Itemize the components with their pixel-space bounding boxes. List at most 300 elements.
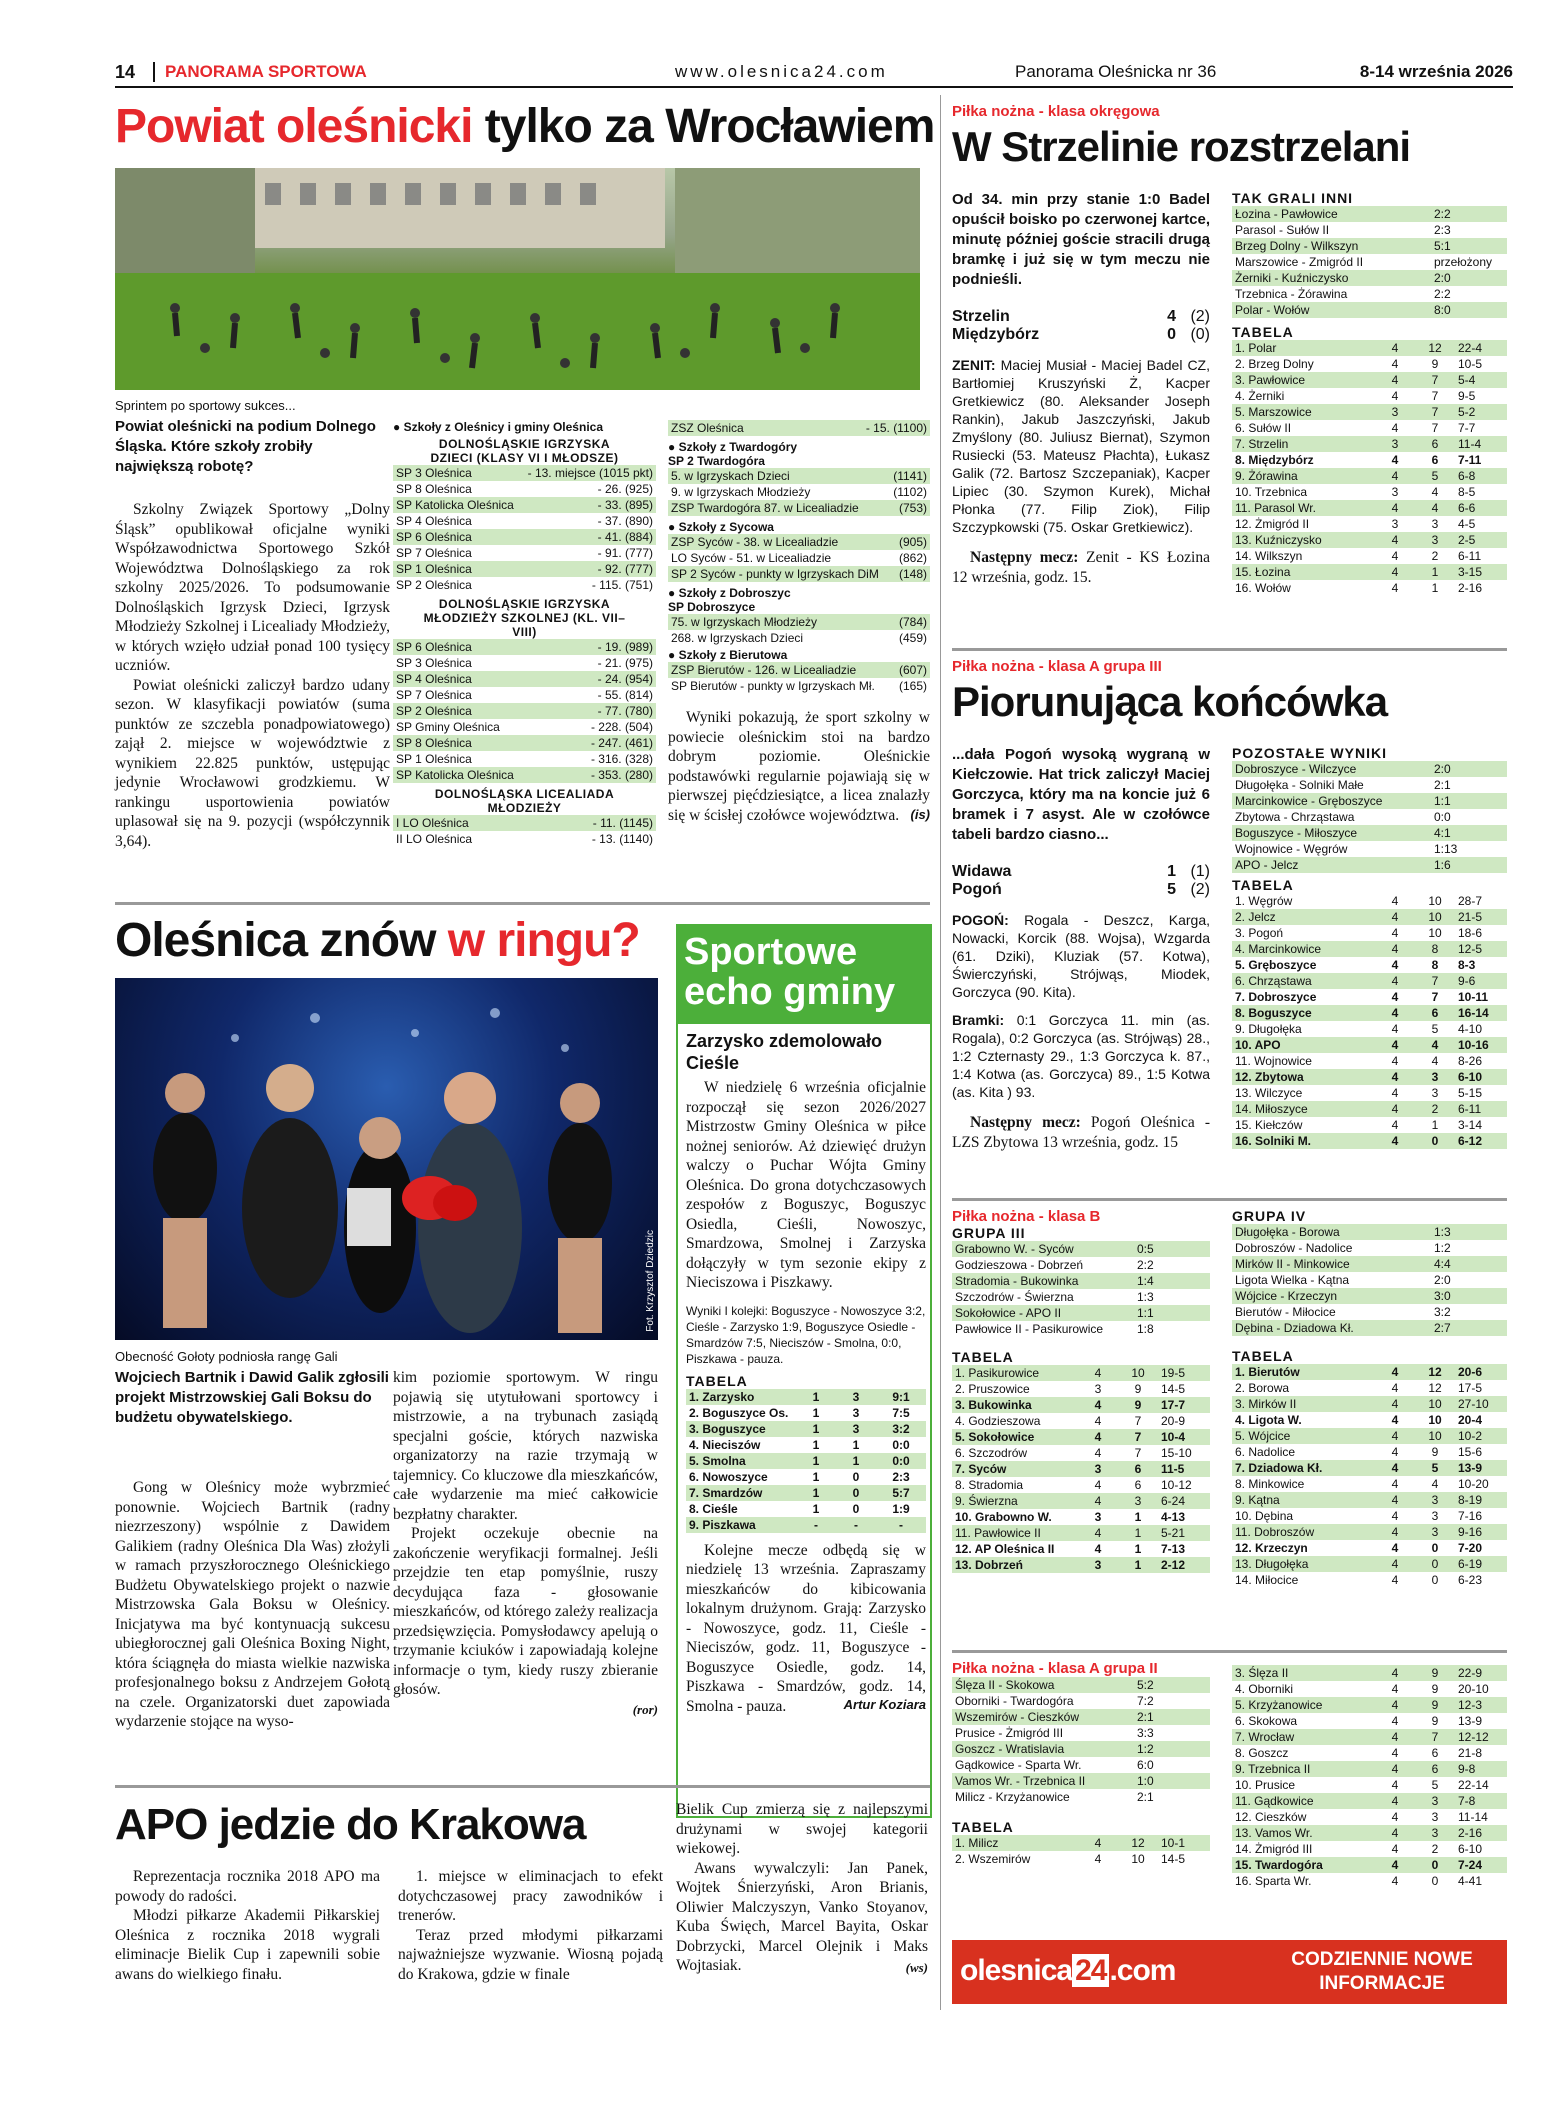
- table-row: [1232, 1460, 1507, 1476]
- table-cell: 19-5: [1161, 1366, 1186, 1380]
- table-row: [1232, 1476, 1507, 1492]
- table-cell: 2:1: [1137, 1790, 1154, 1804]
- table-cell: 10: [1428, 926, 1442, 940]
- table-row: [393, 513, 656, 529]
- table-row: [393, 545, 656, 561]
- table-cell: 7: [1134, 1446, 1142, 1460]
- article4-signature: (ws): [905, 1959, 928, 1975]
- table-cell: APO - Jelcz: [1235, 858, 1299, 872]
- table-row: [668, 630, 930, 646]
- table-cell: 3: [1094, 1382, 1102, 1396]
- table-cell: ZSP Bierutów - 126. w Licealiadzie: [671, 663, 857, 677]
- table-cell: 7: [1431, 1730, 1439, 1744]
- table-cell: 4: [1391, 1666, 1399, 1680]
- table-cell: 13. Vamos Wr.: [1235, 1826, 1313, 1840]
- echo-table: [686, 1389, 926, 1533]
- article4-col2: [398, 1867, 663, 1984]
- table-cell: 7. Syców: [955, 1462, 1007, 1476]
- group2-table: [393, 639, 656, 783]
- report2-score: Widawa 1 (1) Pogoń 5 (2): [952, 863, 1210, 898]
- table-cell: 7. Dziadowa Kł.: [1235, 1461, 1323, 1475]
- echo-tabela-label: TABELA: [686, 1372, 748, 1389]
- table-cell: 20-6: [1458, 1365, 1483, 1379]
- table-cell: 3: [1431, 1810, 1439, 1824]
- table-cell: 1:13: [1434, 842, 1458, 856]
- table-row: [686, 1469, 926, 1485]
- table-row: [952, 1257, 1210, 1273]
- table-row: [1232, 516, 1507, 532]
- table-row: [1232, 825, 1507, 841]
- table-row: [952, 1851, 1210, 1867]
- table-cell: 18-6: [1458, 926, 1483, 940]
- table-row: [1232, 1256, 1507, 1272]
- bierutow-table: [668, 662, 930, 694]
- table-row: [393, 687, 656, 703]
- table-cell: 5: [1431, 1022, 1439, 1036]
- table-cell: 6-11: [1458, 549, 1482, 563]
- table-cell: 1:1: [1434, 794, 1451, 808]
- table-cell: 15. Kiełczów: [1235, 1118, 1303, 1132]
- table-row: [1232, 893, 1507, 909]
- table-cell: 4: [1094, 1836, 1102, 1850]
- table-row: [1232, 356, 1507, 372]
- table-cell: 4: [1391, 1493, 1399, 1507]
- table-cell: 4: [1391, 1022, 1399, 1036]
- table-cell: 5. w Igrzyskach Dzieci: [671, 469, 790, 483]
- report1-next: Następny mecz: Zenit - KS Łozina 12 września, godz. 15.: [952, 549, 1210, 586]
- table-cell: 11-5: [1161, 1462, 1185, 1476]
- article1-caption: Sprintem po sportowy sukces...: [115, 398, 296, 413]
- table-row: [1232, 420, 1507, 436]
- table-row: [668, 550, 930, 566]
- table-row: [1232, 1272, 1507, 1288]
- table-row: [1232, 1809, 1507, 1825]
- table-cell: Dobroszów - Nadolice: [1235, 1241, 1353, 1255]
- table-cell: 8. Cieśle: [689, 1501, 738, 1516]
- table-cell: Ślęza II - Skokowa: [955, 1678, 1055, 1692]
- table-row: [952, 1725, 1210, 1741]
- table-row: [668, 500, 930, 516]
- article1-photo: [115, 168, 920, 390]
- table-cell: Vamos Wr. - Trzebnica II: [955, 1774, 1086, 1788]
- klasa-b-group3: [952, 1208, 1210, 1573]
- table-cell: 4: [1391, 1006, 1399, 1020]
- table-cell: 3. Bukowinka: [955, 1398, 1032, 1412]
- table-cell: 3: [1431, 1509, 1439, 1523]
- table-cell: 4. Marcinkowice: [1235, 942, 1322, 956]
- table-cell: - 92. (777): [597, 562, 653, 576]
- report1-label: Piłka nożna - klasa okręgowa: [952, 103, 1160, 120]
- table-cell: 9: [1431, 357, 1439, 371]
- table-row: [1232, 452, 1507, 468]
- table-cell: 6:0: [1137, 1758, 1154, 1772]
- twardogora-table: [668, 468, 930, 516]
- klasa-b-group4: [1232, 1208, 1507, 1588]
- table-cell: 5: [1431, 1778, 1439, 1792]
- table-cell: 6-23: [1458, 1573, 1483, 1587]
- group1-table: [393, 465, 656, 593]
- table-cell: 9. w Igrzyskach Młodzieży: [671, 485, 811, 499]
- table-cell: 0: [1431, 1557, 1439, 1571]
- table-row: [1232, 206, 1507, 222]
- report1-lead: Od 34. min przy stanie 1:0 Badel opuścił boisko po czerwonej kartce, minutę później goście stracili drugą bramkę i już się w tym meczu nie podnieśli.: [952, 191, 1210, 288]
- table-cell: Sokołowice - APO II: [955, 1306, 1062, 1320]
- table-cell: 9: [1431, 1698, 1439, 1712]
- table-row: [1232, 925, 1507, 941]
- table-cell: Prusice - Żmigród III: [955, 1726, 1064, 1740]
- table-row: [952, 1789, 1210, 1805]
- klasa-a2: [952, 1660, 1210, 1867]
- table-cell: Boguszyce - Miłoszyce: [1235, 826, 1358, 840]
- table-row: [952, 1241, 1210, 1257]
- table-cell: 2:0: [1434, 1273, 1451, 1287]
- table-cell: 5: [1431, 1461, 1439, 1475]
- table-cell: 2-12: [1161, 1558, 1186, 1572]
- table-cell: 4: [1391, 1038, 1399, 1052]
- table-cell: 7: [1431, 990, 1439, 1004]
- column-separator: [940, 95, 941, 2010]
- table-cell: 8. Międzybórz: [1235, 453, 1314, 467]
- klasa-a2-right: [1232, 1665, 1507, 1889]
- table-row: [952, 1445, 1210, 1461]
- table-row: [952, 1413, 1210, 1429]
- report1-score: Strzelin 4 (2) Międzybórz 0 (0): [952, 308, 1210, 343]
- table-cell: 1:6: [1434, 858, 1451, 872]
- photo-runners: [115, 168, 920, 390]
- table-cell: 1:4: [1137, 1274, 1154, 1288]
- table-cell: 2: [1431, 1102, 1439, 1116]
- table-row: [686, 1453, 926, 1469]
- zsz-row: ZSZ Oleśnica - 15. (1100): [668, 420, 930, 436]
- report2-tabela-label: TABELA: [1232, 877, 1294, 893]
- table-cell: 1: [1134, 1526, 1142, 1540]
- article2-p2: kim poziomie sportowym. W ringu pojawią się utytułowani sportowcy i mistrzowie, a na trybunach zasiądą specjalni goście, których nazwiska organizatorzy na razie trzymają w tajemnicy. Co kluczowe dla mieszkańców, całe wydarzenie ma mieć całkowicie bezpłatny charakter.: [393, 1369, 658, 1523]
- table-cell: 4: [1391, 974, 1399, 988]
- table-row: [1232, 957, 1507, 973]
- article2-lead: Wojciech Bartnik i Dawid Galik zgłosili projekt Mistrzowskiej Gali Boksu do budżetu obywatelskiego.: [115, 1369, 389, 1426]
- table-cell: 0:0: [892, 1453, 910, 1468]
- table-cell: 5:2: [1137, 1678, 1154, 1692]
- table-cell: 1. Polar: [1235, 341, 1277, 355]
- table-cell: - 13. (1140): [591, 832, 653, 846]
- table-cell: 7: [1431, 405, 1439, 419]
- table-cell: 9-6: [1458, 974, 1476, 988]
- table-cell: SP 3 Oleśnica: [396, 466, 472, 480]
- table-cell: 22-9: [1458, 1666, 1483, 1680]
- table-cell: 20-9: [1161, 1414, 1186, 1428]
- report1-right: [1232, 190, 1507, 596]
- table-cell: (1141): [893, 469, 927, 483]
- table-cell: SP 1 Oleśnica: [396, 562, 472, 576]
- table-row: [668, 534, 930, 550]
- report1-others-head: TAK GRALI INNI: [1232, 190, 1354, 206]
- table-cell: 4: [1391, 1682, 1399, 1696]
- table-cell: 5. Marszowice: [1235, 405, 1312, 419]
- klasa-a2-standings-2: [1232, 1665, 1507, 1889]
- table-cell: (148): [898, 567, 927, 581]
- table-cell: - 353. (280): [590, 768, 653, 782]
- table-cell: Ligota Wielka - Kątna: [1235, 1273, 1350, 1287]
- table-cell: 0:0: [892, 1437, 910, 1452]
- table-cell: 7. Smardzów: [689, 1485, 763, 1500]
- table-row: [1232, 1793, 1507, 1809]
- table-row: [1232, 286, 1507, 302]
- table-row: [668, 678, 930, 694]
- table-cell: 0: [1431, 1874, 1439, 1888]
- table-row: [1232, 857, 1507, 873]
- table-cell: 4: [1094, 1414, 1102, 1428]
- table-cell: 6. Skokowa: [1235, 1714, 1298, 1728]
- table-cell: 2-5: [1458, 533, 1476, 547]
- table-cell: Długołęka - Solniki Małe: [1235, 778, 1364, 792]
- table-cell: -: [854, 1517, 858, 1532]
- table-cell: 5. Gręboszyce: [1235, 958, 1317, 972]
- table-cell: 1:3: [1434, 1225, 1451, 1239]
- table-row: [1232, 1729, 1507, 1745]
- table-cell: 5:1: [1434, 239, 1451, 253]
- table-cell: 3:2: [892, 1421, 910, 1436]
- table-cell: 14. Miłocice: [1235, 1573, 1299, 1587]
- table-cell: 4: [1391, 1794, 1399, 1808]
- table-cell: 11. Dobroszów: [1235, 1525, 1315, 1539]
- table-cell: 4: [1391, 926, 1399, 940]
- table-cell: 4: [1391, 581, 1399, 595]
- table-row: [393, 815, 656, 831]
- table-cell: 5. Smolna: [689, 1453, 746, 1468]
- table-row: [1232, 548, 1507, 564]
- table-row: [1232, 1540, 1507, 1556]
- table-cell: 3: [1391, 517, 1399, 531]
- table-cell: SP 8 Oleśnica: [396, 736, 472, 750]
- table-cell: 4: [1391, 1509, 1399, 1523]
- table-cell: 10. Dębina: [1235, 1509, 1294, 1523]
- table-cell: 2:2: [1434, 207, 1451, 221]
- echo-subtitle: Zarzysko zdemolowało Cieśle: [686, 1031, 883, 1073]
- article1-lead: Powiat oleśnicki na podium Dolnego Śląska. Które szkoły zrobiły największą robotę?: [115, 418, 376, 475]
- table-cell: 6. Chrząstawa: [1235, 974, 1312, 988]
- table-cell: 2: [1431, 1842, 1439, 1856]
- table-cell: 4: [1094, 1478, 1102, 1492]
- table-cell: 12: [1131, 1836, 1145, 1850]
- table-cell: 16. Wołów: [1235, 581, 1291, 595]
- table-cell: 27-10: [1458, 1397, 1489, 1411]
- table-cell: 6. Sułów II: [1235, 421, 1292, 435]
- table-cell: 6-12: [1458, 1134, 1483, 1148]
- table-cell: - 115. (751): [591, 578, 653, 592]
- table-row: [952, 1741, 1210, 1757]
- echo-content: [686, 1030, 926, 1715]
- table-row: [1232, 1380, 1507, 1396]
- table-cell: 1: [1431, 1118, 1439, 1132]
- table-row: [952, 1773, 1210, 1789]
- table-cell: 16-14: [1458, 1006, 1489, 1020]
- table-cell: -: [899, 1517, 903, 1532]
- table-cell: SP 7 Oleśnica: [396, 546, 472, 560]
- report1: [952, 103, 1507, 174]
- table-cell: 6: [1431, 437, 1439, 451]
- table-cell: 1: [812, 1405, 820, 1420]
- table-cell: 4: [1391, 469, 1399, 483]
- article2-body-col1: [115, 1478, 390, 1732]
- page-header: [115, 58, 1513, 88]
- table-cell: 22-4: [1458, 341, 1483, 355]
- table-row: [393, 497, 656, 513]
- report1-lineup: ZENIT: Maciej Musiał - Maciej Badel CZ, Bartłomiej Kruszyński Ż, Kacper Gretkiewicz (80. Aleksander Joseph Rankin), Jakub Jaszczyński, Jakub Zmyślony (80. Juliusz Biernat), Szymon Rusiecki (53. Mateusz Płachta), Łukasz Galik (72. Bartosz Szczepaniak), Kacper Lipiec (30. Szymon Kurek), Michał Płonka (77. Filip Ziok), Filip Szczypkowski (75. Oskar Gretkiewicz).: [952, 357, 1210, 535]
- table-cell: 3. Mirków II: [1235, 1397, 1297, 1411]
- table-cell: 12. Żmigród II: [1235, 517, 1310, 531]
- site-url[interactable]: www.olesnica24.com: [675, 62, 888, 81]
- table-cell: 4: [1391, 341, 1399, 355]
- banner-logo[interactable]: olesnica 24 .com: [960, 1954, 1176, 1987]
- table-cell: 1: [852, 1453, 860, 1468]
- table-row: [1232, 1572, 1507, 1588]
- article4-p6: Awans wywalczyli: Jan Panek, Wojtek Śnierzyński, Aron Brianis, Oliwier Malczyszyn, Vanko Stoyanov, Kuba Święch, Marcel Bayita, Oskar Dobrzycki, Marcel Olejnik i Maks Wojtasiak.: [676, 1859, 928, 1974]
- report2-lead: ...dała Pogoń wysoką wygraną w Kiełczowie. Hat trick zaliczył Maciej Gorczyca, który ma na koncie już 6 bramek i 7 asyst. Ale w czołówce tabeli bardzo ciasno...: [952, 746, 1210, 843]
- table-cell: 0: [1431, 1573, 1439, 1587]
- table-row: [1232, 1777, 1507, 1793]
- table-cell: 12: [1428, 1365, 1442, 1379]
- table-cell: 4: [1431, 1038, 1439, 1052]
- article1-title: Powiat oleśnicki tylko za Wrocławiem: [115, 100, 935, 153]
- table-cell: 1: [812, 1421, 820, 1436]
- table-cell: 15. Łozina: [1235, 565, 1291, 579]
- table-row: [952, 1557, 1210, 1573]
- table-cell: - 55. (814): [597, 688, 653, 702]
- report2-right: [1232, 745, 1507, 1149]
- table-cell: 17-7: [1161, 1398, 1186, 1412]
- table-row: [1232, 1304, 1507, 1320]
- table-cell: 2-16: [1458, 581, 1483, 595]
- table-cell: 9: [1134, 1398, 1142, 1412]
- table-cell: 1: [852, 1437, 860, 1452]
- table-row: [1232, 1444, 1507, 1460]
- table-cell: 4: [1391, 1102, 1399, 1116]
- table-cell: I LO Oleśnica: [396, 816, 469, 830]
- table-cell: 11. Gądkowice: [1235, 1794, 1314, 1808]
- table-cell: 1. Pasikurowice: [955, 1366, 1040, 1380]
- table-cell: 1: [812, 1389, 820, 1404]
- table-row: [686, 1517, 926, 1533]
- table-cell: 2. Brzeg Dolny: [1235, 357, 1314, 371]
- table-cell: 4: [1391, 389, 1399, 403]
- table-row: [686, 1405, 926, 1421]
- table-cell: 0: [1431, 1541, 1439, 1555]
- table-cell: 4. Godzieszowa: [955, 1414, 1041, 1428]
- table-cell: - 11. (1145): [592, 816, 653, 830]
- table-row: [1232, 1240, 1507, 1256]
- table-row: [952, 1289, 1210, 1305]
- article2-p3: Projekt oczekuje obecnie na zakończenie weryfikacji formalnej. Jeśli przejdzie ten etap pomyślnie, ruszy decydująca faza - głosowanie mieszkańców, od którego zależy realizacja przedsięwzięcia. Pomysłodawcy apelują o trzymanie kciuków i zapowiadają kolejne informacje o tym, kiedy ruszy zbieranie głosów.: [393, 1525, 658, 1698]
- sycow-head: ● Szkoły z Sycowa: [668, 520, 774, 534]
- group3-results: [952, 1241, 1210, 1337]
- table-cell: 9-16: [1458, 1525, 1483, 1539]
- table-row: [952, 1757, 1210, 1773]
- table-row: [952, 1321, 1210, 1337]
- table-row: [393, 703, 656, 719]
- table-cell: 3: [1391, 437, 1399, 451]
- table-row: [1232, 388, 1507, 404]
- table-row: [952, 1273, 1210, 1289]
- table-cell: 268. w Igrzyskach Dzieci: [671, 631, 804, 645]
- table-cell: (165): [898, 679, 927, 693]
- table-cell: 10: [1428, 1413, 1442, 1427]
- article4-col3: [676, 1800, 928, 1977]
- table-cell: 16. Sparta Wr.: [1235, 1874, 1312, 1888]
- table-row: [1232, 580, 1507, 596]
- table-cell: 1:3: [1137, 1290, 1154, 1304]
- table-cell: - 228. (504): [590, 720, 653, 734]
- group4-tabela-label: TABELA: [1232, 1348, 1294, 1364]
- table-cell: 8-19: [1458, 1493, 1483, 1507]
- table-cell: 5: [1431, 469, 1439, 483]
- table-row: [952, 1477, 1210, 1493]
- table-cell: 3. Pogoń: [1235, 926, 1284, 940]
- table-cell: 6: [1431, 1006, 1439, 1020]
- table-cell: 6-19: [1458, 1557, 1483, 1571]
- table-cell: SP 4 Oleśnica: [396, 514, 472, 528]
- article1-p1: Szkolny Związek Sportowy „Dolny Śląsk” opublikował oficjalne wyniki Współzawodnictwa Sportowego Szkół Województwa Dolnośląskiego za rok szkolny 2025/2026. To podsumowanie Dolnośląskich Igrzysk Dzieci, Igrzysk Młodzieży Szkolnej i Licealiady Młodzieży, w których wzięło udział ponad 100 tysięcy uczniów.: [115, 501, 390, 674]
- table-cell: Bierutów - Miłocice: [1235, 1305, 1336, 1319]
- table-cell: 4: [1391, 357, 1399, 371]
- echo-body: [686, 1078, 926, 1293]
- table-row: [952, 1509, 1210, 1525]
- table-cell: 2:2: [1434, 287, 1451, 301]
- table-row: [668, 614, 930, 630]
- table-cell: - 77. (780): [597, 704, 653, 718]
- article4-p4: Teraz przed młodymi piłkarzami najważniejsze wyzwanie. Wiosną pojadą do Krakowa, gdzie w finale: [398, 1926, 663, 1983]
- table-cell: 14-5: [1161, 1852, 1186, 1866]
- table-cell: 15-6: [1458, 1445, 1483, 1459]
- table-cell: 3: [1094, 1462, 1102, 1476]
- table-cell: Wojnowice - Węgrów: [1235, 842, 1348, 856]
- table-cell: 4: [1391, 1118, 1399, 1132]
- table-cell: (905): [898, 535, 927, 549]
- table-cell: - 33. (895): [597, 498, 653, 512]
- table-cell: 12. Zbytowa: [1235, 1070, 1304, 1084]
- group2-title: DOLNOŚLĄSKIE IGRZYSKA MŁODZIEŻY SZKOLNEJ (KL. VII–VIII): [423, 597, 626, 639]
- table-cell: 4: [1094, 1494, 1102, 1508]
- sp-dobroszyce: SP Dobroszyce: [668, 600, 756, 614]
- group3-table: [393, 815, 656, 847]
- table-cell: (1102): [893, 485, 927, 499]
- table-cell: 12-3: [1458, 1698, 1483, 1712]
- page-number: 14: [115, 62, 136, 82]
- table-cell: Godzieszowa - Dobrzeń: [955, 1258, 1084, 1272]
- table-cell: Wszemirów - Cieszków: [955, 1710, 1080, 1724]
- table-cell: Wójcice - Krzeczyn: [1235, 1289, 1338, 1303]
- twardogora-head: ● Szkoły z Twardogóry: [668, 440, 798, 454]
- table-row: [1232, 404, 1507, 420]
- table-cell: 4: [1391, 1714, 1399, 1728]
- table-cell: 4-13: [1161, 1510, 1186, 1524]
- echo-p1: W niedzielę 6 września oficjalnie rozpoczął się sezon 2026/2027 Mistrzostw Gminy Oleśnica w piłce nożnej seniorów. Aż dziewięć drużyn walczy o Puchar Wójta Gminy Oleśnica. Do grona dotychczasowych zespołów z Boguszyc, Boguszyc Osiedla, Cieśli, Nowoszyc, Smardzowa, Smolnej i Zarzyska dołączyły w tym sezonie ekipy z Nieciszowa i Piszkawy.: [686, 1079, 926, 1291]
- table-row: [1232, 1841, 1507, 1857]
- table-cell: 7: [1431, 373, 1439, 387]
- table-row: [1232, 1412, 1507, 1428]
- olesnica24-banner[interactable]: [952, 1940, 1507, 2004]
- table-cell: 4: [1391, 1134, 1399, 1148]
- table-row: [1232, 1492, 1507, 1508]
- table-row: [1232, 793, 1507, 809]
- table-cell: 21-5: [1458, 910, 1483, 924]
- table-row: [686, 1437, 926, 1453]
- table-cell: 2:1: [1434, 778, 1451, 792]
- sp2-twardogora: SP 2 Twardogóra: [668, 454, 765, 468]
- table-cell: 6-6: [1458, 501, 1476, 515]
- table-cell: 2:2: [1137, 1258, 1154, 1272]
- issue-number: Panorama Oleśnicka nr 36: [1015, 62, 1217, 81]
- table-row: [1232, 1005, 1507, 1021]
